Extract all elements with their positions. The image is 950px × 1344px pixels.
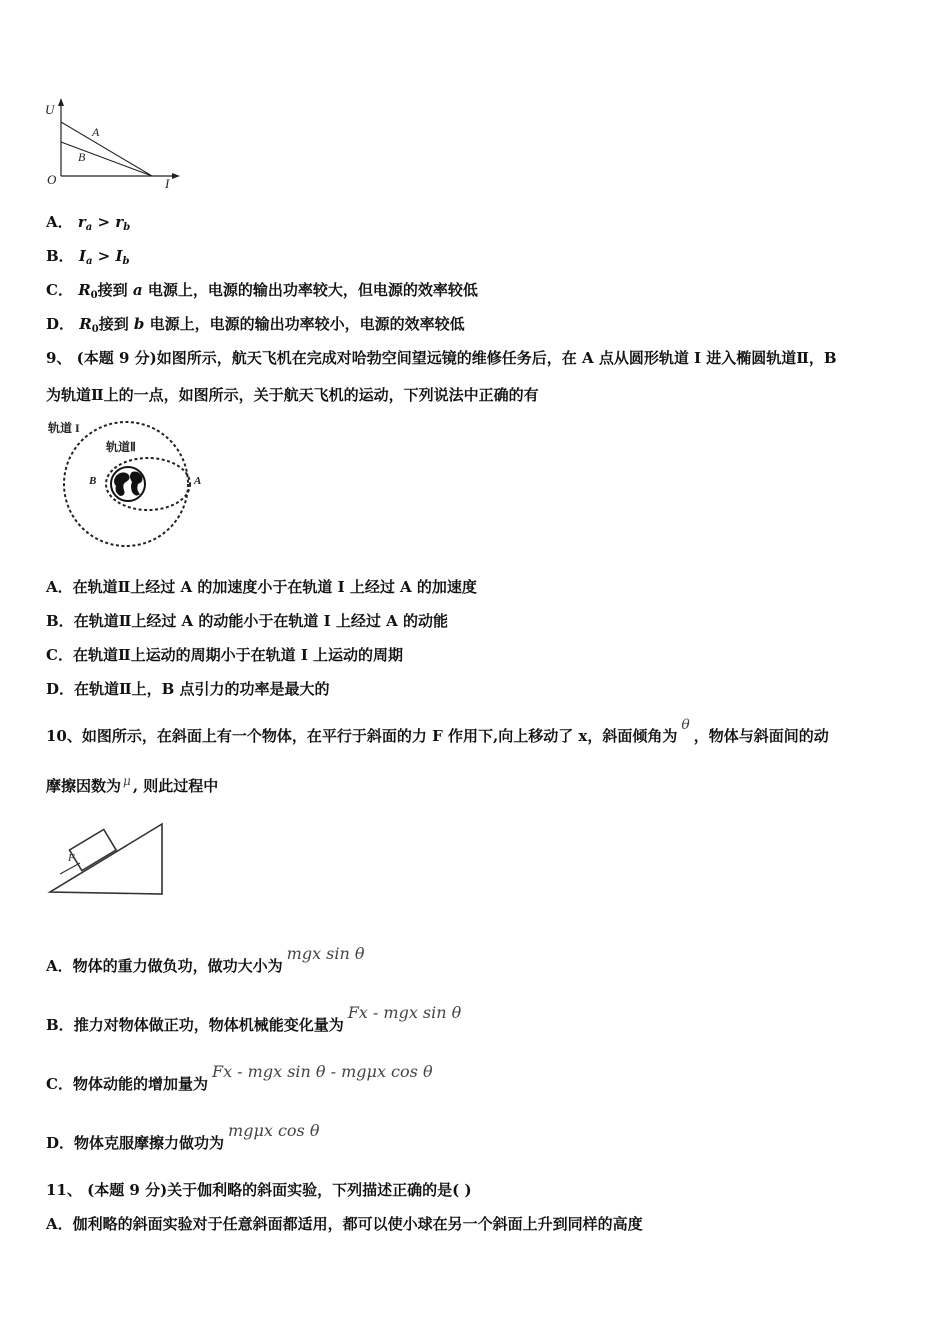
symbol: R bbox=[79, 315, 92, 333]
q9-option-d[interactable] bbox=[46, 679, 330, 699]
q8-option-c[interactable] bbox=[46, 280, 478, 306]
operator: > bbox=[92, 213, 116, 231]
line-b bbox=[61, 142, 152, 176]
subscript: 0 bbox=[91, 324, 99, 335]
stem-text: ，物体与斜面间的动 bbox=[693, 727, 829, 745]
x-axis-arrow bbox=[172, 173, 180, 179]
option-letter: A． bbox=[46, 957, 73, 975]
option-text: 物体动能的增加量为 bbox=[72, 1075, 208, 1093]
orbit-figure bbox=[46, 418, 216, 558]
option-text: 在轨道Ⅱ上经过 A 的加速度小于在轨道 I 上经过 A 的加速度 bbox=[72, 578, 477, 596]
q10-option-b[interactable] bbox=[46, 1003, 462, 1035]
option-letter: C． bbox=[46, 1075, 73, 1093]
symbol: R bbox=[78, 281, 91, 299]
stem-text: 摩擦因数为 bbox=[46, 777, 122, 795]
theta-symbol: θ bbox=[681, 717, 690, 733]
line-a-label: A bbox=[92, 125, 100, 139]
option-text: 在轨道Ⅱ上，B 点引力的功率是最大的 bbox=[74, 680, 330, 698]
line-b-label: B bbox=[78, 150, 86, 164]
option-text: 物体克服摩擦力做功为 bbox=[74, 1134, 225, 1152]
q8-option-d[interactable] bbox=[46, 314, 465, 340]
incline-figure bbox=[44, 818, 174, 900]
q10-option-c[interactable] bbox=[46, 1062, 433, 1094]
subscript: b bbox=[123, 222, 131, 233]
axis-x-label: I bbox=[165, 176, 170, 191]
subscript: a bbox=[85, 222, 93, 233]
option-text: 电源上，电源的输出功率较大，但电源的效率较低 bbox=[142, 281, 478, 299]
q10-stem-line2 bbox=[46, 776, 218, 797]
q9-stem-line2: 为轨道Ⅱ上的一点，如图所示，关于航天飞机的运动，下列说法中正确的有 bbox=[46, 386, 539, 404]
option-letter: B． bbox=[46, 1016, 74, 1034]
q9-option-b[interactable] bbox=[46, 611, 448, 631]
q10-stem-line1 bbox=[46, 717, 829, 747]
option-text: 在轨道Ⅱ上经过 A 的动能小于在轨道 I 上经过 A 的动能 bbox=[73, 612, 448, 630]
subscript: 0 bbox=[90, 290, 98, 301]
point-a-label: A bbox=[194, 475, 202, 487]
symbol: I bbox=[78, 247, 86, 265]
q11-option-a[interactable] bbox=[46, 1214, 643, 1234]
option-text: 接到 bbox=[97, 281, 133, 299]
force-label: F bbox=[68, 852, 75, 864]
subscript: a bbox=[85, 256, 93, 267]
option-text: 在轨道Ⅱ上运动的周期小于在轨道 I 上运动的周期 bbox=[72, 646, 404, 664]
option-text: 物体的重力做负功，做功大小为 bbox=[72, 957, 283, 975]
mu-symbol: μ bbox=[123, 774, 131, 788]
y-axis-arrow bbox=[58, 98, 64, 106]
option-text: 推力对物体做正功，物体机械能变化量为 bbox=[73, 1016, 344, 1034]
orbit-2-label: 轨道Ⅱ bbox=[106, 440, 136, 454]
option-formula: Fx - mgx sin θ bbox=[347, 1003, 462, 1022]
option-formula: mgμx cos θ bbox=[228, 1121, 320, 1140]
point-b-label: B bbox=[89, 475, 97, 487]
symbol: a bbox=[132, 281, 143, 299]
option-letter: C． bbox=[46, 281, 73, 299]
symbol: r bbox=[115, 213, 124, 231]
option-letter: A． bbox=[46, 578, 73, 596]
axis-y-label: U bbox=[45, 102, 55, 117]
option-formula: Fx - mgx sin θ - mgμx cos θ bbox=[211, 1062, 433, 1081]
option-letter: B． bbox=[46, 247, 74, 265]
option-letter: A． bbox=[46, 213, 73, 231]
force-arrow bbox=[60, 863, 80, 874]
q8-option-b[interactable] bbox=[46, 246, 129, 272]
option-text: 伽利略的斜面实验对于任意斜面都适用，都可以使小球在另一个斜面上升到同样的高度 bbox=[72, 1215, 643, 1233]
q10-option-a[interactable] bbox=[46, 944, 365, 976]
q10-option-d[interactable] bbox=[46, 1121, 320, 1153]
q8-option-a[interactable] bbox=[46, 212, 130, 238]
subscript: b bbox=[122, 256, 130, 267]
option-letter: D． bbox=[46, 680, 75, 698]
option-text: 接到 bbox=[98, 315, 134, 333]
option-letter: C． bbox=[46, 646, 73, 664]
stem-text: 10、如图所示，在斜面上有一个物体，在平行于斜面的力 F 作用下,向上移动了 x，斜面倾角为 bbox=[46, 727, 678, 745]
q9-option-c[interactable] bbox=[46, 645, 403, 665]
q9-option-a[interactable] bbox=[46, 577, 477, 597]
q9-stem-line1: 9、 (本题 9 分)如图所示，航天飞机在完成对哈勃空间望远镜的维修任务后，在 A 点从圆形轨道 I 进入椭圆轨道Ⅱ，B bbox=[46, 349, 837, 367]
q11-stem-line1: 11、 (本题 9 分)关于伽利略的斜面实验，下列描述正确的是( ) bbox=[46, 1181, 472, 1199]
orbit-1-label: 轨道 I bbox=[48, 421, 80, 435]
origin-label: O bbox=[47, 172, 57, 187]
option-letter: A． bbox=[46, 1215, 73, 1233]
option-letter: B． bbox=[46, 612, 74, 630]
line-a bbox=[61, 122, 152, 176]
ui-graph-figure bbox=[40, 96, 190, 196]
operator: > bbox=[92, 247, 116, 265]
stem-text: , 则此过程中 bbox=[132, 777, 219, 795]
option-formula: mgx sin θ bbox=[286, 944, 365, 963]
symbol: I bbox=[115, 247, 123, 265]
symbol: b bbox=[133, 315, 145, 333]
option-text: 电源上，电源的输出功率较小，电源的效率较低 bbox=[144, 315, 465, 333]
option-letter: D． bbox=[46, 315, 75, 333]
option-letter: D． bbox=[46, 1134, 75, 1152]
symbol: r bbox=[77, 213, 86, 231]
